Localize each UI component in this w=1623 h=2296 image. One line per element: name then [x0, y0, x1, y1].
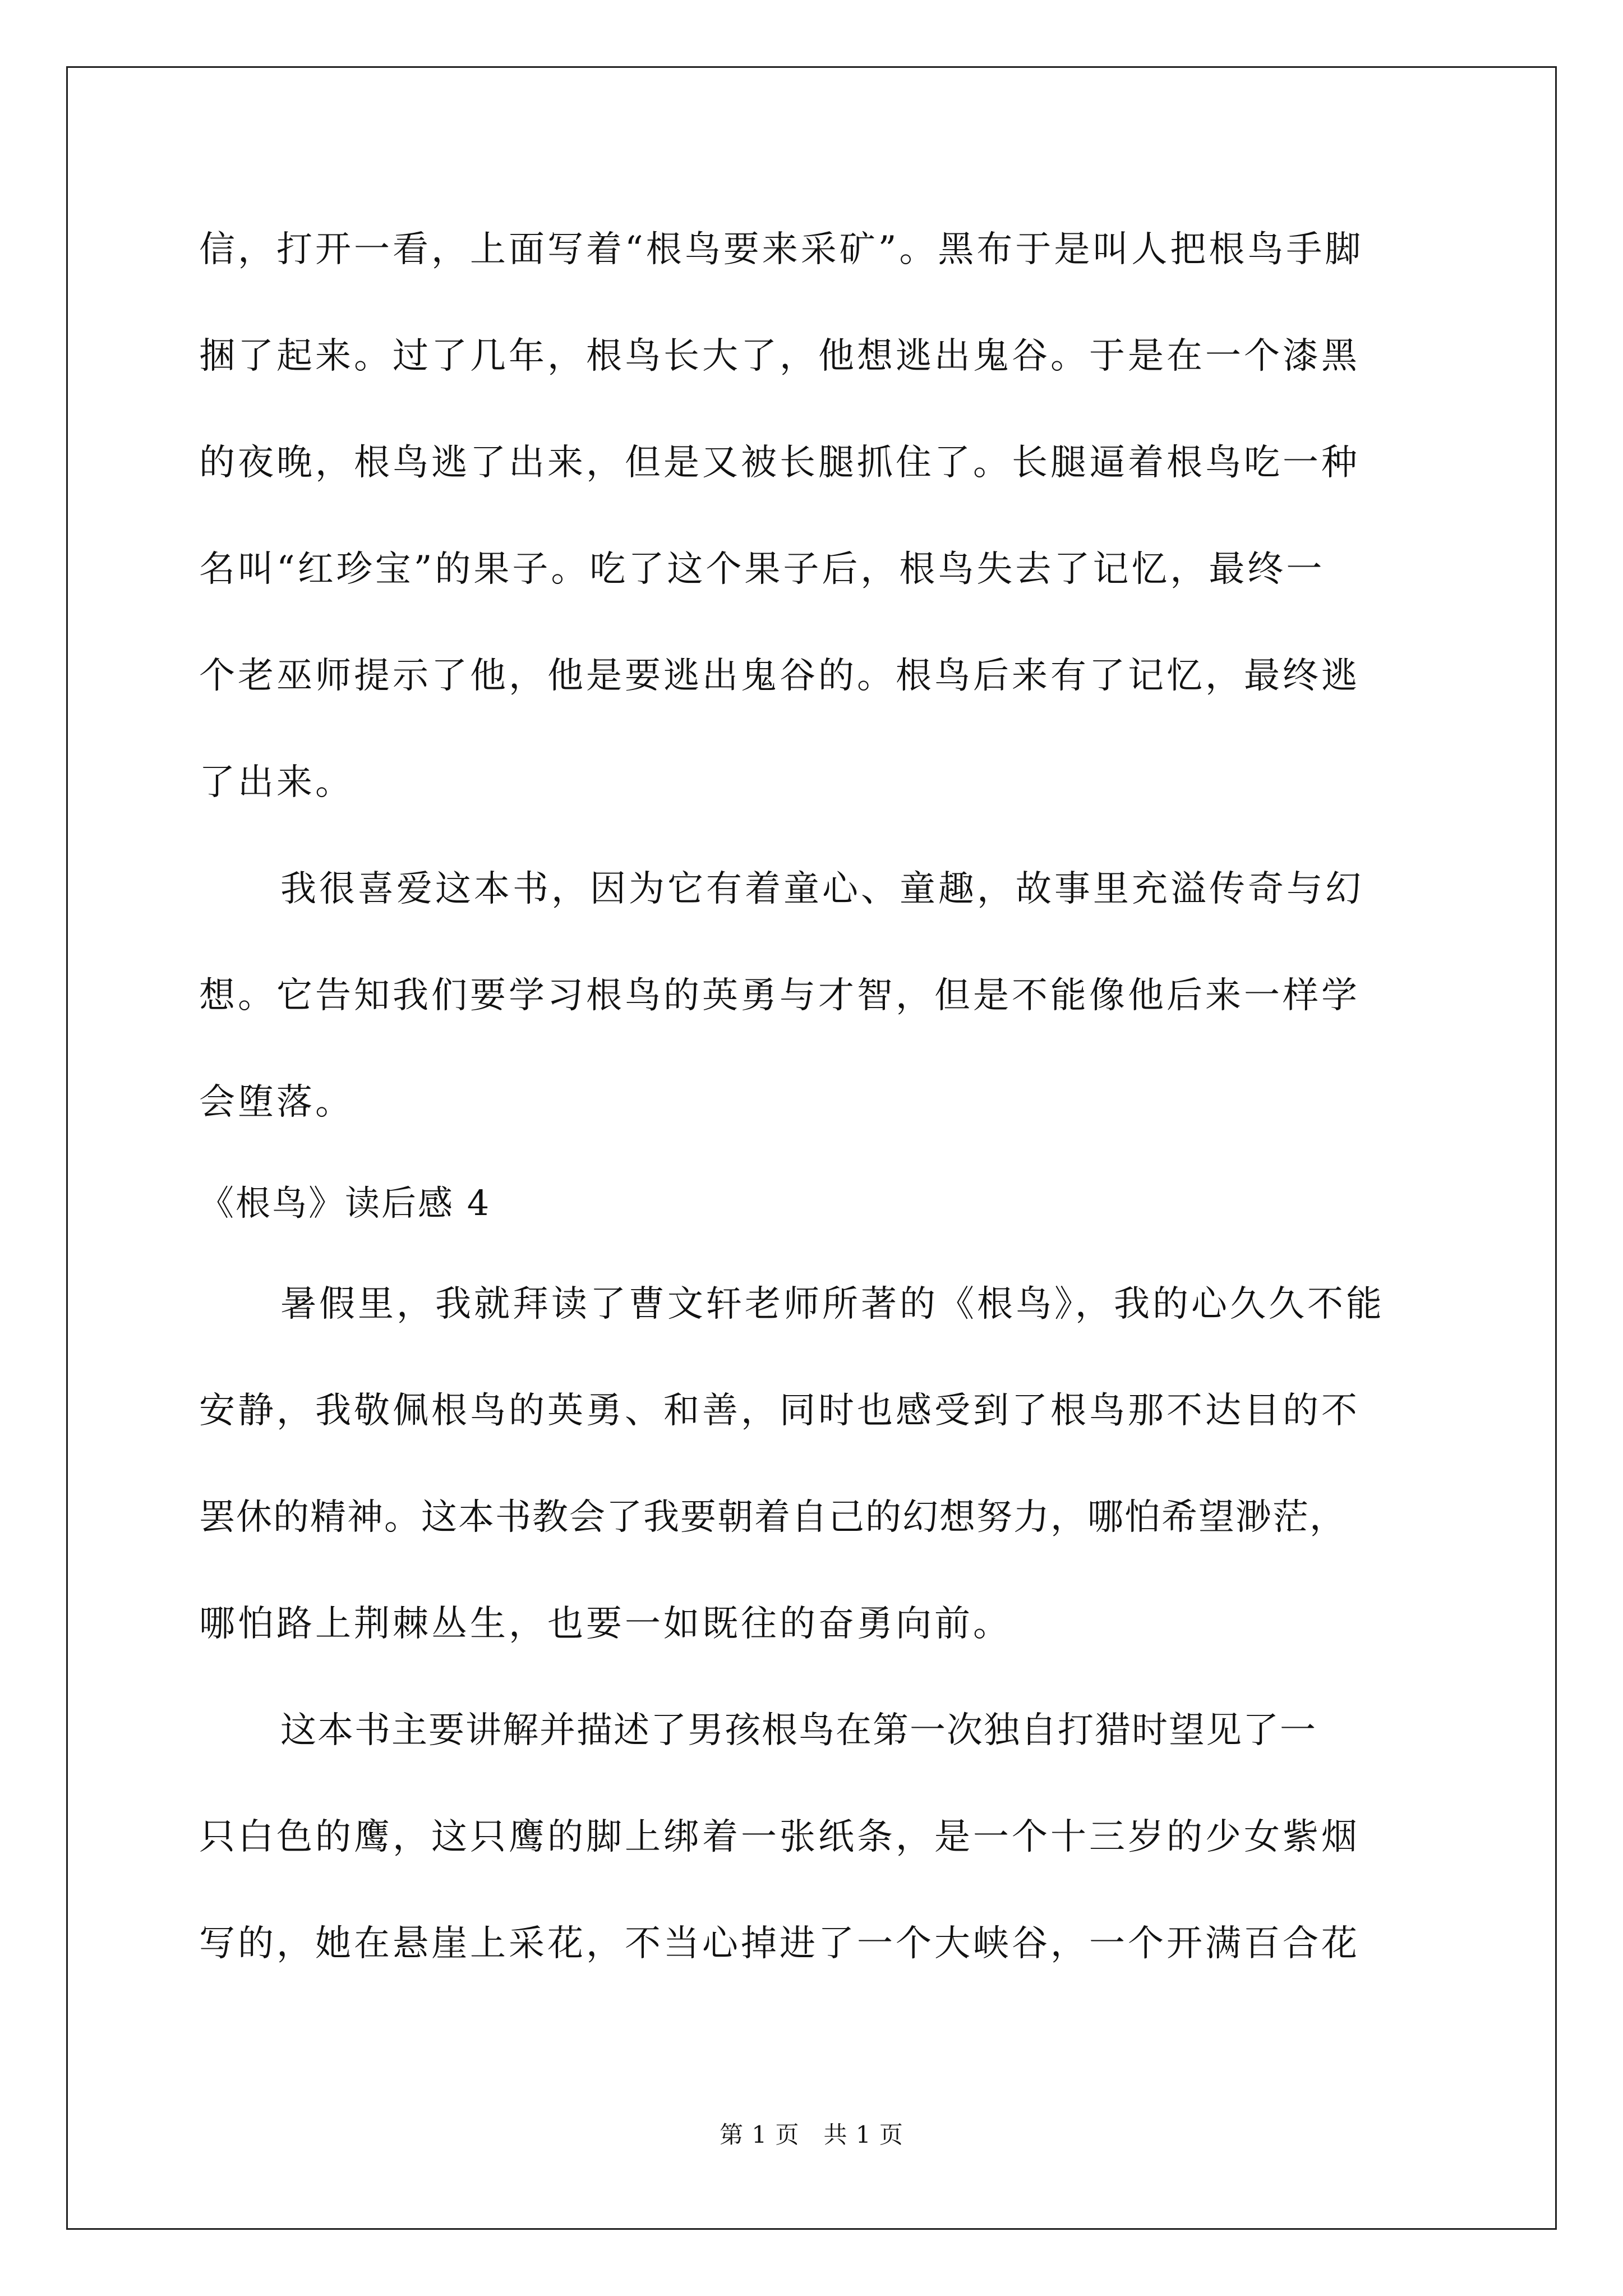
- text-line: 罢休的精神。这本书教会了我要朝着自己的幻想努力，哪怕希望渺茫，: [199, 1497, 1347, 1538]
- text-line: 捆了起来。过了几年，根鸟长大了，他想逃出鬼谷。于是在一个漆黑: [199, 335, 1360, 377]
- paragraph-start-line: 我很喜爱这本书，因为它有着童心、童趣，故事里充溢传奇与幻: [280, 868, 1364, 910]
- text-line: 会堕落。: [199, 1082, 354, 1123]
- page-border: [66, 66, 1557, 2230]
- text-line: 只白色的鹰，这只鹰的脚上绑着一张纸条，是一个十三岁的少女紫烟: [199, 1816, 1360, 1858]
- text-line: 安静，我敬佩根鸟的英勇、和善，同时也感受到了根鸟那不达目的不: [199, 1390, 1360, 1432]
- paragraph-start-line: 暑假里，我就拜读了曹文轩老师所著的《根鸟》，我的心久久不能: [280, 1283, 1385, 1325]
- text-line: 名叫“红珍宝”的果子。吃了这个果子后，根鸟失去了记忆，最终一: [199, 549, 1325, 590]
- text-line: 哪怕路上荆棘丛生，也要一如既往的奋勇向前。: [199, 1603, 1012, 1645]
- paragraph-start-line: 这本书主要讲解并描述了男孩根鸟在第一次独自打猎时望见了一: [280, 1710, 1317, 1751]
- text-line: 的夜晚，根鸟逃了出来，但是又被长腿抓住了。长腿逼着根鸟吃一种: [199, 442, 1360, 484]
- text-line: 想。它告知我们要学习根鸟的英勇与才智，但是不能像他后来一样学: [199, 975, 1360, 1016]
- section-heading: 《根鸟》读后感 4: [199, 1182, 491, 1223]
- text-line: 信，打开一看，上面写着“根鸟要来采矿”。黑布于是叫人把根鸟手脚: [199, 229, 1364, 270]
- text-line: 写的，她在悬崖上采花，不当心掉进了一个大峡谷，一个开满百合花: [199, 1923, 1360, 1964]
- page-footer: 第 1 页 共 1 页: [720, 2121, 903, 2148]
- text-line: 了出来。: [199, 762, 354, 803]
- text-line: 个老巫师提示了他，他是要逃出鬼谷的。根鸟后来有了记忆，最终逃: [199, 655, 1360, 697]
